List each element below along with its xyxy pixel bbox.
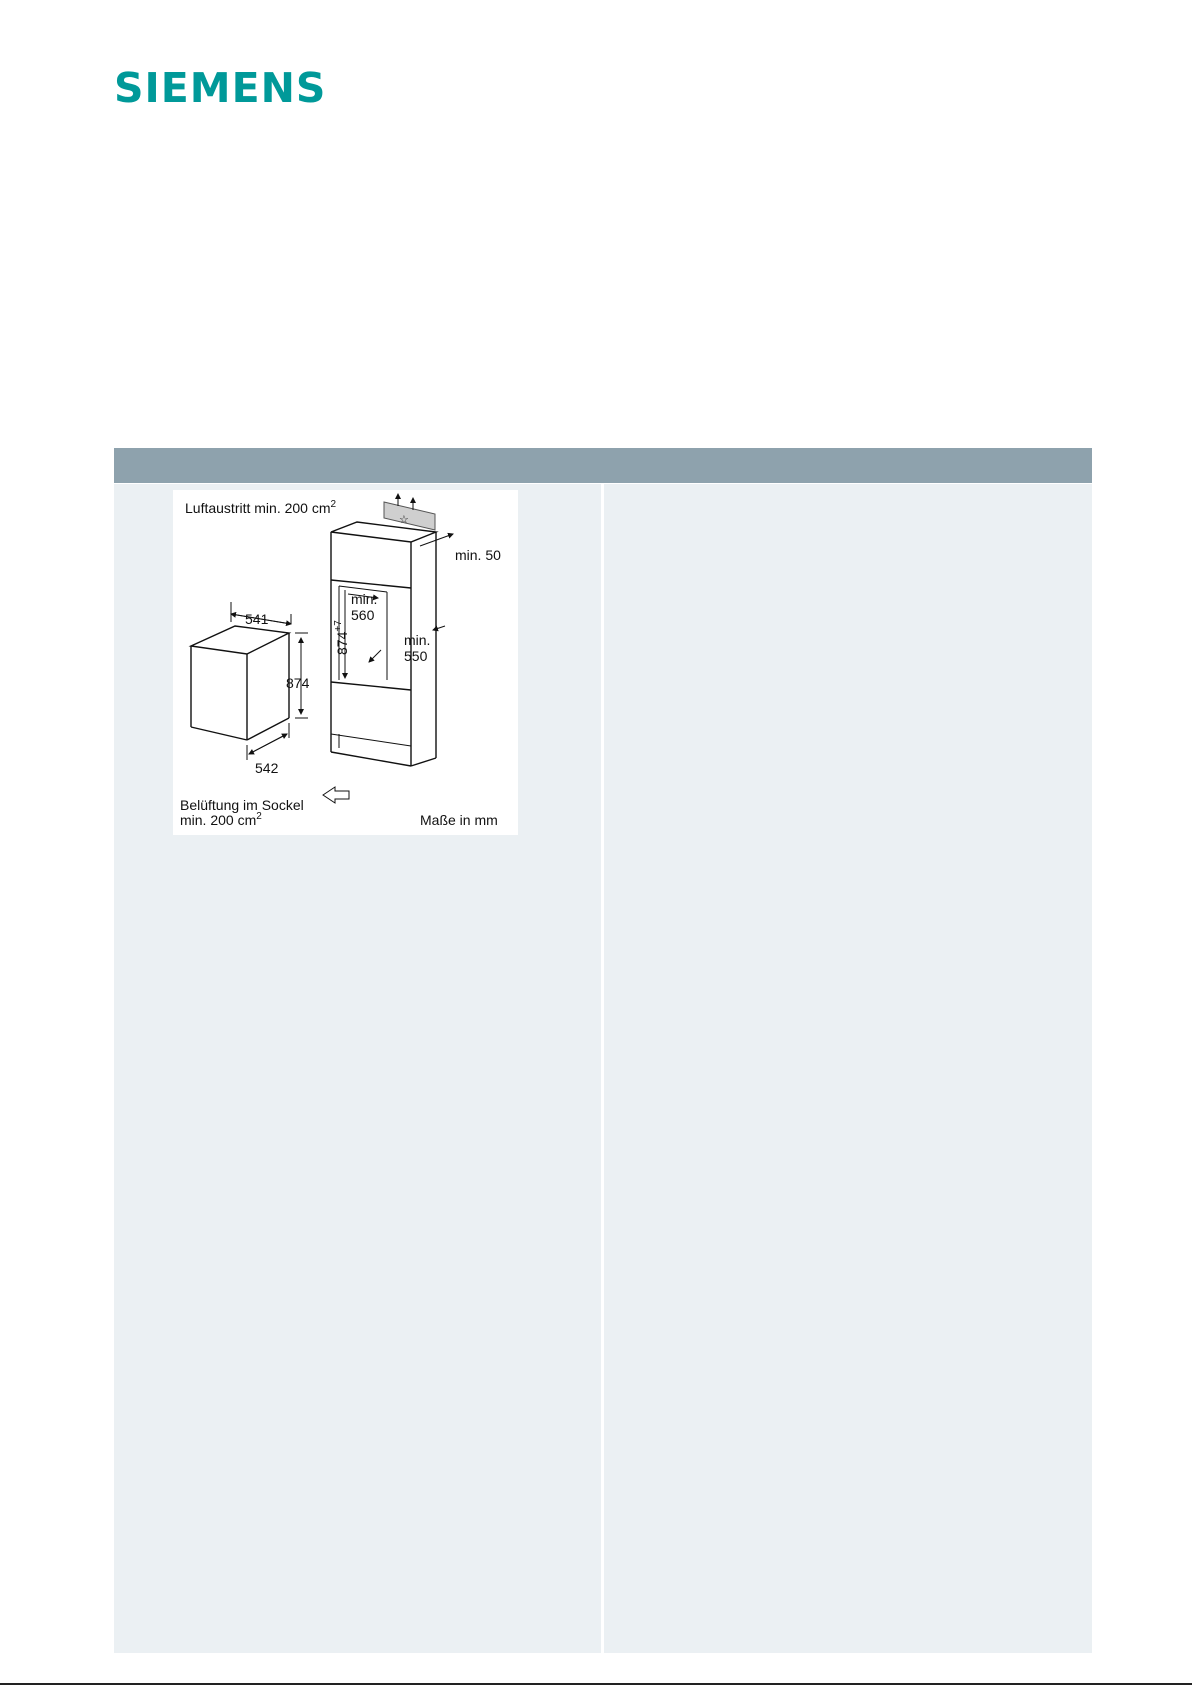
section-header-bar	[114, 448, 1092, 483]
niche-width-label: 560	[351, 607, 375, 623]
ventilation-label-line2: min. 200 $cm^2$	[180, 811, 262, 828]
air-outlet-label: Luftaustritt min. 200 $cm^2$	[185, 499, 337, 516]
right-panel	[604, 484, 1092, 1653]
svg-text:☆: ☆	[399, 514, 409, 526]
depth-min-label: min.	[404, 632, 431, 648]
installation-dimension-drawing	[173, 490, 518, 835]
units-label: Maße in mm	[420, 812, 498, 828]
air-inlet-arrow	[323, 787, 349, 803]
niche-height-label: $874^{+7}$	[333, 620, 350, 655]
min-50-label: min. 50	[455, 547, 501, 563]
siemens-logo: SIEMENS	[114, 64, 327, 112]
appliance-width-label: 541	[245, 611, 269, 627]
niche-min-label: min.	[351, 591, 378, 607]
top-vent-grille	[384, 494, 435, 530]
ventilation-label-line1: Belüftung im Sockel	[180, 797, 304, 813]
appliance-box	[191, 626, 289, 740]
appliance-depth-label: 542	[255, 760, 279, 776]
depth-value-label: 550	[404, 648, 428, 664]
appliance-height-label: 874	[286, 675, 310, 691]
